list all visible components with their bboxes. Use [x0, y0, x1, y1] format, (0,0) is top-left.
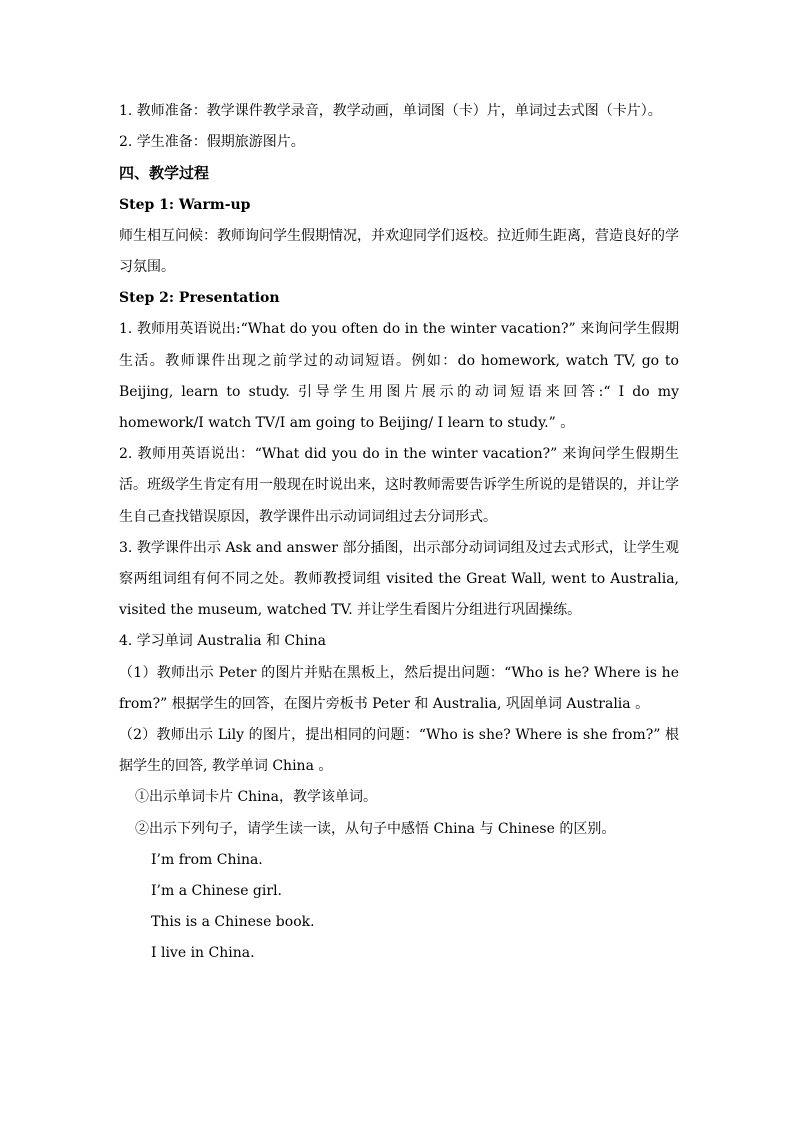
paragraph-presentation-3: 3. 教学课件出示 Ask and answer 部分插图，出示部分动词词组及过去式形式，让学生观察两组词组有何不同之处。教师教授词组 visited the Great Wall, went to Australia, visited the museum, watched TV. 并让学生看图片分组进行巩固操练。: [119, 539, 679, 619]
section-heading: 四、教学过程: [119, 164, 210, 183]
example-sentence: I’m a Chinese girl.: [151, 883, 282, 900]
example-sentence: This is a Chinese book.: [151, 914, 315, 931]
paragraph-presentation-4: 4. 学习单词 Australia 和 China: [119, 633, 327, 650]
paragraph-student-prep: 2. 学生准备：假期旅游图片。: [119, 134, 305, 151]
step-1-heading: Step 1: Warm-up: [119, 196, 251, 213]
paragraph-presentation-1: 1. 教师用英语说出:“What do you often do in the winter vacation?” 来询问学生假期生活。教师课件出现之前学过的动词短语。例如：do homework, watch TV, go to Beijing, learn to study. 引导学生用图片展示的动词短语来回答:“ I do my homework/I watch TV/I am going to Beijing/ I learn to study.” 。: [119, 321, 679, 432]
list-item-circle-2: ②出示下列句子，请学生读一读，从句子中感悟 China 与 Chinese 的区别。: [135, 820, 616, 837]
paragraph-warmup: 师生相互问候：教师询问学生假期情况，并欢迎同学们返校。拉近师生距离，营造良好的学习氛围。: [119, 227, 679, 276]
paragraph-presentation-2: 2. 教师用英语说出：“What did you do in the winter vacation?” 来询问学生假期生活。班级学生肯定有用一般现在时说出来，这时教师需要告诉学生所说的是错误的，并让学生自己查找错误原因，教学课件出示动词词组过去分词形式。: [119, 446, 679, 525]
paragraph-sub-2: （2）教师出示 Lily 的图片，提出相同的问题：“Who is she? Where is she from?” 根据学生的回答, 教学单词 China 。: [119, 727, 679, 775]
paragraph-sub-1: （1）教师出示 Peter 的图片并贴在黑板上，然后提出问题：“Who is he? Where is he from?” 根据学生的回答，在图片旁板书 Peter 和 Australia, 巩固单词 Australia 。: [119, 664, 679, 712]
example-sentence: I’m from China.: [151, 851, 263, 868]
example-sentence: I live in China.: [151, 945, 255, 962]
paragraph-teacher-prep: 1. 教师准备：教学课件教学录音，教学动画，单词图（卡）片，单词过去式图（卡片）。: [119, 103, 662, 119]
step-2-heading: Step 2: Presentation: [119, 290, 280, 307]
document-body: [119, 96, 679, 970]
list-item-circle-1: ①出示单词卡片 China，教学该单词。: [135, 789, 378, 806]
